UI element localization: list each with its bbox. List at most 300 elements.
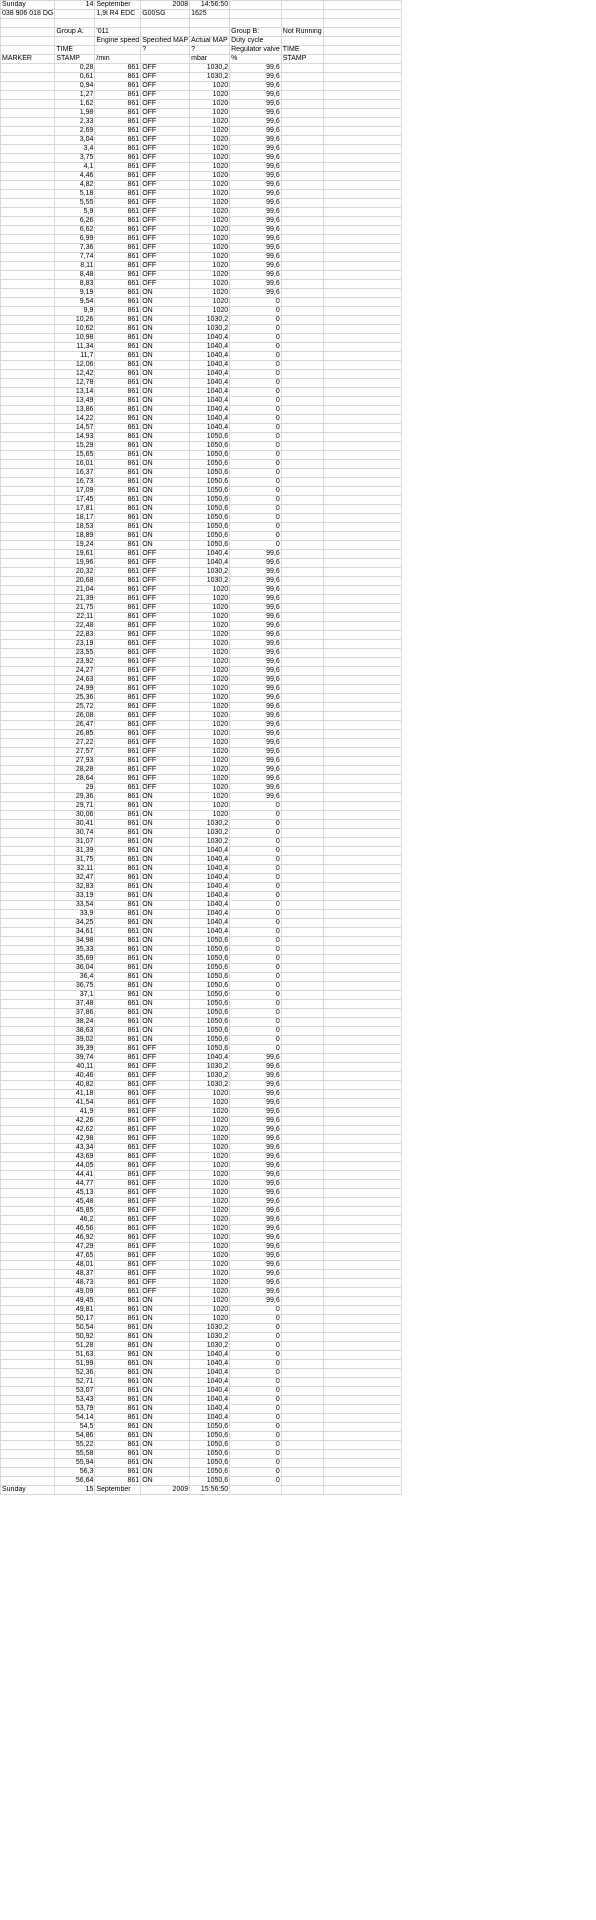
empty-cell[interactable] — [323, 1063, 401, 1072]
marker-cell[interactable] — [1, 1225, 55, 1234]
marker-cell[interactable] — [1, 622, 55, 631]
actual-map-cell[interactable]: 1020 — [190, 667, 230, 676]
time-stamp-cell[interactable]: 36,75 — [55, 982, 95, 991]
empty-cell[interactable] — [281, 100, 323, 109]
time-stamp-cell[interactable]: 50,92 — [55, 1333, 95, 1342]
time-stamp-cell[interactable]: 53,79 — [55, 1405, 95, 1414]
empty-cell[interactable] — [323, 577, 401, 586]
time-stamp-cell[interactable]: 37,86 — [55, 1009, 95, 1018]
specified-map-cell[interactable]: ON — [141, 478, 190, 487]
empty-cell[interactable] — [323, 145, 401, 154]
marker-cell[interactable] — [1, 1360, 55, 1369]
time-stamp-cell[interactable]: 10,26 — [55, 316, 95, 325]
header-cell[interactable] — [141, 19, 190, 28]
specified-map-cell[interactable]: ON — [141, 829, 190, 838]
specified-map-cell[interactable]: ON — [141, 1324, 190, 1333]
engine-speed-cell[interactable]: 861 — [95, 271, 141, 280]
engine-speed-cell[interactable]: 861 — [95, 325, 141, 334]
actual-map-cell[interactable]: 1030,2 — [190, 1063, 230, 1072]
header-cell[interactable] — [323, 1, 401, 10]
marker-cell[interactable] — [1, 694, 55, 703]
header-cell[interactable]: G00SG — [141, 10, 190, 19]
specified-map-cell[interactable]: OFF — [141, 64, 190, 73]
time-stamp-cell[interactable]: 41,9 — [55, 1108, 95, 1117]
engine-speed-cell[interactable]: 861 — [95, 487, 141, 496]
empty-cell[interactable] — [323, 235, 401, 244]
marker-cell[interactable] — [1, 874, 55, 883]
marker-cell[interactable] — [1, 982, 55, 991]
duty-cycle-cell[interactable]: 0 — [230, 496, 282, 505]
time-stamp-cell[interactable]: 24,99 — [55, 685, 95, 694]
duty-cycle-cell[interactable]: 99,6 — [230, 739, 282, 748]
engine-speed-cell[interactable]: 861 — [95, 991, 141, 1000]
empty-cell[interactable] — [323, 226, 401, 235]
marker-cell[interactable] — [1, 1063, 55, 1072]
specified-map-cell[interactable]: OFF — [141, 145, 190, 154]
empty-cell[interactable] — [323, 1180, 401, 1189]
specified-map-cell[interactable]: OFF — [141, 775, 190, 784]
time-stamp-cell[interactable]: 45,48 — [55, 1198, 95, 1207]
actual-map-cell[interactable]: 1020 — [190, 100, 230, 109]
engine-speed-cell[interactable]: 861 — [95, 379, 141, 388]
time-stamp-cell[interactable]: 0,94 — [55, 82, 95, 91]
engine-speed-cell[interactable]: 861 — [95, 64, 141, 73]
time-stamp-cell[interactable]: 54,5 — [55, 1423, 95, 1432]
specified-map-cell[interactable]: OFF — [141, 676, 190, 685]
empty-cell[interactable] — [281, 397, 323, 406]
duty-cycle-cell[interactable]: 0 — [230, 442, 282, 451]
actual-map-cell[interactable]: 1030,2 — [190, 568, 230, 577]
header-cell[interactable] — [281, 10, 323, 19]
time-stamp-cell[interactable]: 14,93 — [55, 433, 95, 442]
empty-cell[interactable] — [281, 712, 323, 721]
actual-map-cell[interactable]: 1020 — [190, 1234, 230, 1243]
engine-speed-cell[interactable]: 861 — [95, 388, 141, 397]
duty-cycle-cell[interactable]: 99,6 — [230, 1279, 282, 1288]
empty-cell[interactable] — [281, 316, 323, 325]
empty-cell[interactable] — [281, 964, 323, 973]
engine-speed-cell[interactable]: 861 — [95, 1360, 141, 1369]
actual-map-cell[interactable]: 1050,6 — [190, 496, 230, 505]
specified-map-cell[interactable]: ON — [141, 1018, 190, 1027]
actual-map-cell[interactable]: 1020 — [190, 712, 230, 721]
engine-speed-cell[interactable]: 861 — [95, 550, 141, 559]
specified-map-cell[interactable]: ON — [141, 424, 190, 433]
marker-cell[interactable] — [1, 1090, 55, 1099]
empty-cell[interactable] — [281, 442, 323, 451]
time-stamp-cell[interactable]: 5,18 — [55, 190, 95, 199]
engine-speed-cell[interactable]: 861 — [95, 928, 141, 937]
specified-map-cell[interactable]: OFF — [141, 748, 190, 757]
time-stamp-cell[interactable]: 28,64 — [55, 775, 95, 784]
marker-cell[interactable] — [1, 478, 55, 487]
actual-map-cell[interactable]: 1030,2 — [190, 1072, 230, 1081]
empty-cell[interactable] — [281, 271, 323, 280]
specified-map-cell[interactable]: ON — [141, 1306, 190, 1315]
empty-cell[interactable] — [281, 352, 323, 361]
engine-speed-cell[interactable]: 861 — [95, 316, 141, 325]
header-cell[interactable]: mbar — [190, 55, 230, 64]
engine-speed-cell[interactable]: 861 — [95, 1063, 141, 1072]
marker-cell[interactable] — [1, 820, 55, 829]
duty-cycle-cell[interactable]: 99,6 — [230, 730, 282, 739]
empty-cell[interactable] — [281, 280, 323, 289]
time-stamp-cell[interactable]: 32,47 — [55, 874, 95, 883]
empty-cell[interactable] — [281, 766, 323, 775]
empty-cell[interactable] — [323, 550, 401, 559]
duty-cycle-cell[interactable]: 99,6 — [230, 1054, 282, 1063]
time-stamp-cell[interactable]: 0,61 — [55, 73, 95, 82]
marker-cell[interactable] — [1, 64, 55, 73]
specified-map-cell[interactable]: ON — [141, 370, 190, 379]
marker-cell[interactable] — [1, 181, 55, 190]
empty-cell[interactable] — [323, 685, 401, 694]
empty-cell[interactable] — [323, 865, 401, 874]
header-cell[interactable]: /min — [95, 55, 141, 64]
actual-map-cell[interactable]: 1040,4 — [190, 856, 230, 865]
duty-cycle-cell[interactable]: 0 — [230, 1468, 282, 1477]
engine-speed-cell[interactable]: 861 — [95, 838, 141, 847]
actual-map-cell[interactable]: 1030,2 — [190, 1333, 230, 1342]
empty-cell[interactable] — [323, 712, 401, 721]
marker-cell[interactable] — [1, 784, 55, 793]
engine-speed-cell[interactable]: 861 — [95, 307, 141, 316]
duty-cycle-cell[interactable]: 99,6 — [230, 550, 282, 559]
marker-cell[interactable] — [1, 613, 55, 622]
specified-map-cell[interactable]: ON — [141, 955, 190, 964]
duty-cycle-cell[interactable]: 99,6 — [230, 1144, 282, 1153]
footer-cell[interactable] — [230, 1486, 282, 1495]
specified-map-cell[interactable]: ON — [141, 505, 190, 514]
marker-cell[interactable] — [1, 757, 55, 766]
empty-cell[interactable] — [281, 991, 323, 1000]
empty-cell[interactable] — [281, 721, 323, 730]
actual-map-cell[interactable]: 1040,4 — [190, 334, 230, 343]
header-cell[interactable] — [1, 19, 55, 28]
marker-cell[interactable] — [1, 1009, 55, 1018]
time-stamp-cell[interactable]: 18,53 — [55, 523, 95, 532]
actual-map-cell[interactable]: 1040,4 — [190, 919, 230, 928]
engine-speed-cell[interactable]: 861 — [95, 874, 141, 883]
empty-cell[interactable] — [323, 955, 401, 964]
time-stamp-cell[interactable]: 52,71 — [55, 1378, 95, 1387]
empty-cell[interactable] — [323, 1315, 401, 1324]
empty-cell[interactable] — [281, 892, 323, 901]
specified-map-cell[interactable]: OFF — [141, 784, 190, 793]
specified-map-cell[interactable]: ON — [141, 1387, 190, 1396]
duty-cycle-cell[interactable]: 0 — [230, 1378, 282, 1387]
empty-cell[interactable] — [281, 775, 323, 784]
header-cell[interactable]: Group B: — [230, 28, 282, 37]
engine-speed-cell[interactable]: 861 — [95, 1468, 141, 1477]
engine-speed-cell[interactable]: 861 — [95, 910, 141, 919]
empty-cell[interactable] — [281, 550, 323, 559]
empty-cell[interactable] — [323, 1216, 401, 1225]
duty-cycle-cell[interactable]: 99,6 — [230, 721, 282, 730]
empty-cell[interactable] — [281, 64, 323, 73]
marker-cell[interactable] — [1, 649, 55, 658]
specified-map-cell[interactable]: ON — [141, 343, 190, 352]
time-stamp-cell[interactable]: 9,9 — [55, 307, 95, 316]
empty-cell[interactable] — [323, 406, 401, 415]
header-cell[interactable]: STAMP — [55, 55, 95, 64]
engine-speed-cell[interactable]: 861 — [95, 1081, 141, 1090]
empty-cell[interactable] — [323, 361, 401, 370]
time-stamp-cell[interactable]: 35,69 — [55, 955, 95, 964]
time-stamp-cell[interactable]: 19,96 — [55, 559, 95, 568]
specified-map-cell[interactable]: ON — [141, 1027, 190, 1036]
empty-cell[interactable] — [323, 100, 401, 109]
empty-cell[interactable] — [281, 1126, 323, 1135]
actual-map-cell[interactable]: 1030,2 — [190, 64, 230, 73]
time-stamp-cell[interactable]: 40,82 — [55, 1081, 95, 1090]
duty-cycle-cell[interactable]: 99,6 — [230, 1288, 282, 1297]
specified-map-cell[interactable]: ON — [141, 379, 190, 388]
actual-map-cell[interactable]: 1050,6 — [190, 487, 230, 496]
duty-cycle-cell[interactable]: 99,6 — [230, 658, 282, 667]
header-cell[interactable]: STAMP — [281, 55, 323, 64]
time-stamp-cell[interactable]: 34,98 — [55, 937, 95, 946]
empty-cell[interactable] — [323, 928, 401, 937]
engine-speed-cell[interactable]: 861 — [95, 892, 141, 901]
engine-speed-cell[interactable]: 861 — [95, 1171, 141, 1180]
actual-map-cell[interactable]: 1020 — [190, 748, 230, 757]
marker-cell[interactable] — [1, 973, 55, 982]
engine-speed-cell[interactable]: 861 — [95, 1405, 141, 1414]
empty-cell[interactable] — [323, 784, 401, 793]
actual-map-cell[interactable]: 1020 — [190, 649, 230, 658]
specified-map-cell[interactable]: ON — [141, 874, 190, 883]
engine-speed-cell[interactable]: 861 — [95, 604, 141, 613]
duty-cycle-cell[interactable]: 0 — [230, 1036, 282, 1045]
empty-cell[interactable] — [281, 244, 323, 253]
actual-map-cell[interactable]: 1040,4 — [190, 550, 230, 559]
duty-cycle-cell[interactable]: 99,6 — [230, 667, 282, 676]
specified-map-cell[interactable]: ON — [141, 1378, 190, 1387]
marker-cell[interactable] — [1, 1117, 55, 1126]
duty-cycle-cell[interactable]: 0 — [230, 298, 282, 307]
engine-speed-cell[interactable]: 861 — [95, 1261, 141, 1270]
time-stamp-cell[interactable]: 39,02 — [55, 1036, 95, 1045]
duty-cycle-cell[interactable]: 0 — [230, 1018, 282, 1027]
engine-speed-cell[interactable]: 861 — [95, 1099, 141, 1108]
actual-map-cell[interactable]: 1020 — [190, 1198, 230, 1207]
duty-cycle-cell[interactable]: 0 — [230, 325, 282, 334]
time-stamp-cell[interactable]: 32,83 — [55, 883, 95, 892]
empty-cell[interactable] — [281, 1234, 323, 1243]
empty-cell[interactable] — [323, 1090, 401, 1099]
specified-map-cell[interactable]: ON — [141, 910, 190, 919]
marker-cell[interactable] — [1, 1333, 55, 1342]
actual-map-cell[interactable]: 1020 — [190, 1225, 230, 1234]
specified-map-cell[interactable]: ON — [141, 1297, 190, 1306]
specified-map-cell[interactable]: OFF — [141, 586, 190, 595]
duty-cycle-cell[interactable]: 99,6 — [230, 1207, 282, 1216]
empty-cell[interactable] — [281, 514, 323, 523]
marker-cell[interactable] — [1, 469, 55, 478]
marker-cell[interactable] — [1, 1018, 55, 1027]
duty-cycle-cell[interactable]: 99,6 — [230, 1216, 282, 1225]
actual-map-cell[interactable]: 1020 — [190, 721, 230, 730]
duty-cycle-cell[interactable]: 99,6 — [230, 1162, 282, 1171]
header-cell[interactable] — [95, 19, 141, 28]
specified-map-cell[interactable]: OFF — [141, 163, 190, 172]
duty-cycle-cell[interactable]: 0 — [230, 973, 282, 982]
actual-map-cell[interactable]: 1020 — [190, 1117, 230, 1126]
empty-cell[interactable] — [323, 1207, 401, 1216]
duty-cycle-cell[interactable]: 99,6 — [230, 1153, 282, 1162]
duty-cycle-cell[interactable]: 99,6 — [230, 559, 282, 568]
time-stamp-cell[interactable]: 29,36 — [55, 793, 95, 802]
marker-cell[interactable] — [1, 1144, 55, 1153]
duty-cycle-cell[interactable]: 0 — [230, 1342, 282, 1351]
empty-cell[interactable] — [281, 343, 323, 352]
specified-map-cell[interactable]: ON — [141, 514, 190, 523]
marker-cell[interactable] — [1, 397, 55, 406]
actual-map-cell[interactable]: 1020 — [190, 163, 230, 172]
engine-speed-cell[interactable]: 861 — [95, 703, 141, 712]
specified-map-cell[interactable]: OFF — [141, 1189, 190, 1198]
duty-cycle-cell[interactable]: 99,6 — [230, 109, 282, 118]
empty-cell[interactable] — [323, 1072, 401, 1081]
actual-map-cell[interactable]: 1030,2 — [190, 325, 230, 334]
duty-cycle-cell[interactable]: 99,6 — [230, 694, 282, 703]
empty-cell[interactable] — [281, 883, 323, 892]
specified-map-cell[interactable]: OFF — [141, 739, 190, 748]
specified-map-cell[interactable]: OFF — [141, 1144, 190, 1153]
empty-cell[interactable] — [323, 253, 401, 262]
actual-map-cell[interactable]: 1040,4 — [190, 361, 230, 370]
empty-cell[interactable] — [281, 1450, 323, 1459]
marker-cell[interactable] — [1, 451, 55, 460]
specified-map-cell[interactable]: ON — [141, 415, 190, 424]
engine-speed-cell[interactable]: 861 — [95, 919, 141, 928]
header-cell[interactable] — [190, 28, 230, 37]
empty-cell[interactable] — [323, 1423, 401, 1432]
specified-map-cell[interactable]: OFF — [141, 1288, 190, 1297]
engine-speed-cell[interactable]: 861 — [95, 343, 141, 352]
time-stamp-cell[interactable]: 45,85 — [55, 1207, 95, 1216]
time-stamp-cell[interactable]: 22,83 — [55, 631, 95, 640]
engine-speed-cell[interactable]: 861 — [95, 1225, 141, 1234]
duty-cycle-cell[interactable]: 99,6 — [230, 1126, 282, 1135]
time-stamp-cell[interactable]: 38,63 — [55, 1027, 95, 1036]
marker-cell[interactable] — [1, 775, 55, 784]
actual-map-cell[interactable]: 1020 — [190, 631, 230, 640]
empty-cell[interactable] — [281, 1099, 323, 1108]
empty-cell[interactable] — [323, 469, 401, 478]
duty-cycle-cell[interactable]: 0 — [230, 1477, 282, 1486]
empty-cell[interactable] — [323, 622, 401, 631]
time-stamp-cell[interactable]: 3,4 — [55, 145, 95, 154]
actual-map-cell[interactable]: 1020 — [190, 298, 230, 307]
engine-speed-cell[interactable]: 861 — [95, 595, 141, 604]
duty-cycle-cell[interactable]: 99,6 — [230, 118, 282, 127]
empty-cell[interactable] — [281, 325, 323, 334]
actual-map-cell[interactable]: 1050,6 — [190, 946, 230, 955]
specified-map-cell[interactable]: ON — [141, 991, 190, 1000]
specified-map-cell[interactable]: OFF — [141, 631, 190, 640]
engine-speed-cell[interactable]: 861 — [95, 505, 141, 514]
duty-cycle-cell[interactable]: 99,6 — [230, 1117, 282, 1126]
time-stamp-cell[interactable]: 46,92 — [55, 1234, 95, 1243]
duty-cycle-cell[interactable]: 99,6 — [230, 1243, 282, 1252]
specified-map-cell[interactable]: ON — [141, 1351, 190, 1360]
marker-cell[interactable] — [1, 118, 55, 127]
actual-map-cell[interactable]: 1030,2 — [190, 820, 230, 829]
marker-cell[interactable] — [1, 235, 55, 244]
specified-map-cell[interactable]: ON — [141, 847, 190, 856]
specified-map-cell[interactable]: OFF — [141, 1081, 190, 1090]
header-cell[interactable]: MARKER — [1, 55, 55, 64]
empty-cell[interactable] — [323, 1279, 401, 1288]
marker-cell[interactable] — [1, 1171, 55, 1180]
specified-map-cell[interactable]: ON — [141, 856, 190, 865]
empty-cell[interactable] — [323, 514, 401, 523]
time-stamp-cell[interactable]: 48,01 — [55, 1261, 95, 1270]
engine-speed-cell[interactable]: 861 — [95, 748, 141, 757]
specified-map-cell[interactable]: OFF — [141, 1171, 190, 1180]
time-stamp-cell[interactable]: 6,62 — [55, 226, 95, 235]
actual-map-cell[interactable]: 1020 — [190, 739, 230, 748]
engine-speed-cell[interactable]: 861 — [95, 1198, 141, 1207]
engine-speed-cell[interactable]: 861 — [95, 1333, 141, 1342]
actual-map-cell[interactable]: 1020 — [190, 1099, 230, 1108]
actual-map-cell[interactable]: 1020 — [190, 217, 230, 226]
duty-cycle-cell[interactable]: 0 — [230, 1009, 282, 1018]
duty-cycle-cell[interactable]: 0 — [230, 334, 282, 343]
marker-cell[interactable] — [1, 1324, 55, 1333]
empty-cell[interactable] — [323, 1270, 401, 1279]
duty-cycle-cell[interactable]: 99,6 — [230, 1099, 282, 1108]
time-stamp-cell[interactable]: 41,18 — [55, 1090, 95, 1099]
duty-cycle-cell[interactable]: 0 — [230, 460, 282, 469]
duty-cycle-cell[interactable]: 99,6 — [230, 64, 282, 73]
specified-map-cell[interactable]: ON — [141, 1477, 190, 1486]
time-stamp-cell[interactable]: 33,19 — [55, 892, 95, 901]
duty-cycle-cell[interactable]: 0 — [230, 1459, 282, 1468]
empty-cell[interactable] — [281, 568, 323, 577]
actual-map-cell[interactable]: 1020 — [190, 118, 230, 127]
empty-cell[interactable] — [323, 280, 401, 289]
engine-speed-cell[interactable]: 861 — [95, 640, 141, 649]
duty-cycle-cell[interactable]: 99,6 — [230, 172, 282, 181]
empty-cell[interactable] — [323, 163, 401, 172]
empty-cell[interactable] — [323, 1009, 401, 1018]
actual-map-cell[interactable]: 1020 — [190, 595, 230, 604]
actual-map-cell[interactable]: 1040,4 — [190, 910, 230, 919]
time-stamp-cell[interactable]: 33,9 — [55, 910, 95, 919]
actual-map-cell[interactable]: 1020 — [190, 280, 230, 289]
empty-cell[interactable] — [281, 1477, 323, 1486]
engine-speed-cell[interactable]: 861 — [95, 406, 141, 415]
engine-speed-cell[interactable]: 861 — [95, 1477, 141, 1486]
duty-cycle-cell[interactable]: 99,6 — [230, 100, 282, 109]
actual-map-cell[interactable]: 1020 — [190, 703, 230, 712]
time-stamp-cell[interactable]: 10,98 — [55, 334, 95, 343]
specified-map-cell[interactable]: ON — [141, 1315, 190, 1324]
engine-speed-cell[interactable]: 861 — [95, 1288, 141, 1297]
time-stamp-cell[interactable]: 4,1 — [55, 163, 95, 172]
empty-cell[interactable] — [323, 658, 401, 667]
engine-speed-cell[interactable]: 861 — [95, 1216, 141, 1225]
empty-cell[interactable] — [281, 613, 323, 622]
duty-cycle-cell[interactable]: 0 — [230, 802, 282, 811]
marker-cell[interactable] — [1, 352, 55, 361]
marker-cell[interactable] — [1, 667, 55, 676]
time-stamp-cell[interactable]: 35,33 — [55, 946, 95, 955]
empty-cell[interactable] — [281, 109, 323, 118]
